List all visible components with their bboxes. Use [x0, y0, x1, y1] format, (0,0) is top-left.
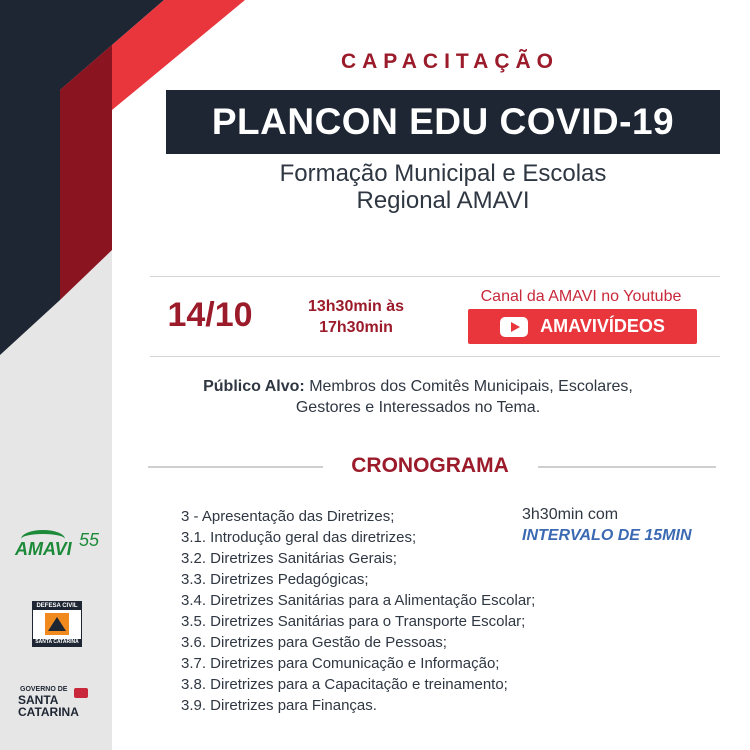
youtube-channel-button[interactable]	[468, 309, 697, 344]
audience-text: Gestores e Interessados no Tema.	[295, 399, 541, 416]
amavi-years: 55	[79, 530, 100, 550]
audience-label: Público Alvo:	[203, 378, 305, 395]
defesa-civil-subtitle: SANTA CATARINA	[33, 639, 81, 646]
amavi-logo-text: AMAVI	[15, 539, 72, 559]
event-time-line: 13h30min às	[307, 298, 405, 315]
event-time	[290, 296, 422, 338]
defesa-civil-title: DEFESA CIVIL	[33, 602, 81, 610]
divider-right	[538, 466, 716, 468]
schedule-duration: 3h30min com	[522, 506, 619, 523]
schedule-item: 3.4. Diretrizes Sanitárias para a Alimentação Escolar;	[181, 592, 536, 609]
divider-top	[150, 276, 720, 277]
schedule-item: 3 - Apresentação das Diretrizes;	[181, 508, 395, 525]
schedule-item: 3.7. Diretrizes para Comunicação e Informação;	[181, 655, 500, 672]
subtitle	[166, 160, 720, 214]
schedule-item: 3.8. Diretrizes para a Capacitação e treinamento;	[181, 676, 508, 693]
santa-catarina-name-line: CATARINA	[18, 705, 79, 719]
schedule-item: 3.5. Diretrizes Sanitárias para o Transporte Escolar;	[181, 613, 526, 630]
schedule-list	[181, 506, 535, 716]
schedule-item: 3.2. Diretrizes Sanitárias Gerais;	[181, 550, 397, 567]
subtitle-line: Regional AMAVI	[356, 187, 530, 214]
title-banner	[166, 90, 720, 154]
santa-catarina-gov: GOVERNO DE	[20, 686, 68, 693]
santa-catarina-name	[18, 694, 79, 718]
target-audience	[150, 376, 686, 418]
schedule-item: 3.9. Diretrizes para Finanças.	[181, 697, 377, 714]
amavi-logo	[15, 530, 105, 570]
schedule-item: 3.6. Diretrizes para Gestão de Pessoas;	[181, 634, 447, 651]
defesa-civil-emblem-icon	[45, 613, 69, 635]
audience-text: Membros dos Comitês Municipais, Escolares,	[309, 378, 633, 395]
santa-catarina-logo	[18, 686, 98, 720]
divider-middle	[150, 356, 720, 357]
channel-label: Canal da AMAVI no Youtube	[480, 288, 682, 305]
schedule-item: 3.1. Introdução geral das diretrizes;	[181, 529, 417, 546]
youtube-play-icon	[500, 317, 528, 337]
event-time-line: 17h30min	[319, 319, 393, 336]
santa-catarina-name-line: SANTA	[18, 693, 59, 707]
divider-left	[148, 466, 323, 468]
youtube-channel-button-label: AMAVIVÍDEOS	[540, 316, 665, 336]
subtitle-line: Formação Municipal e Escolas	[279, 160, 607, 187]
eyebrow-heading: CAPACITAÇÃO	[340, 50, 560, 73]
schedule-interval: INTERVALO DE 15MIN	[522, 527, 692, 544]
event-date: 14/10	[167, 296, 253, 334]
page-title: PLANCON EDU COVID-19	[211, 101, 675, 142]
defesa-civil-logo	[32, 601, 82, 647]
schedule-title: CRONOGRAMA	[351, 454, 509, 477]
schedule-item: 3.3. Diretrizes Pedagógicas;	[181, 571, 369, 588]
